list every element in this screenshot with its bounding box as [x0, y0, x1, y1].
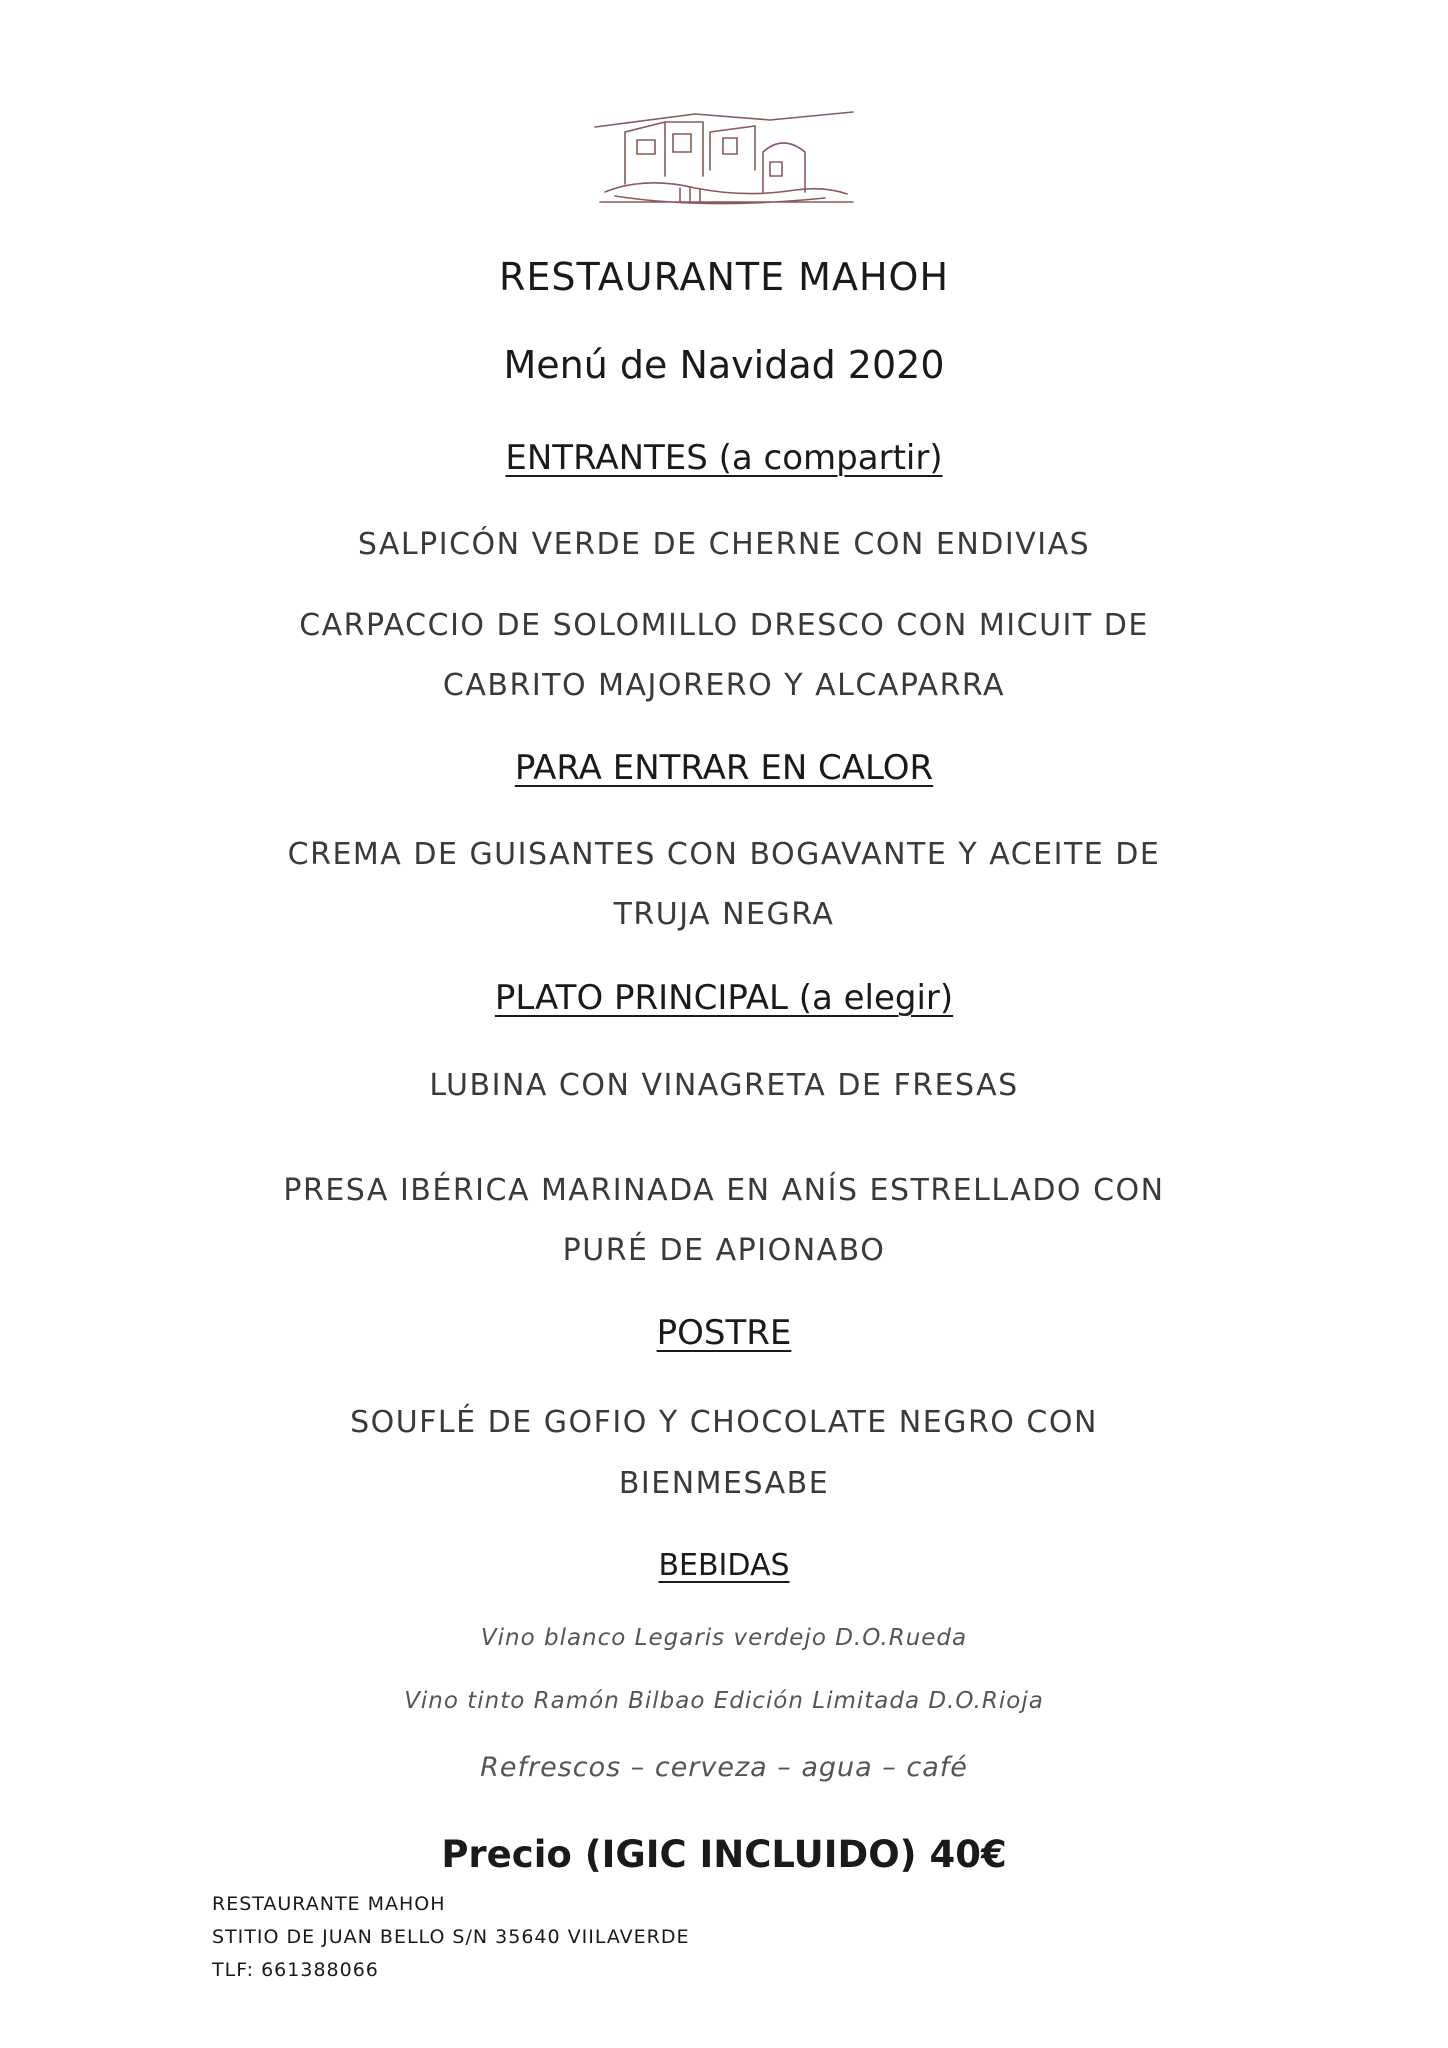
dish-item: TRUJA NEGRA — [613, 897, 835, 932]
footer-address: STITIO DE JUAN BELLO S/N 35640 VIILAVERDE — [212, 1926, 690, 1948]
section-heading-calor: PARA ENTRAR EN CALOR — [514, 748, 934, 788]
drink-item: Refrescos – cerveza – agua – café — [480, 1752, 968, 1783]
footer-phone: TLF: 661388066 — [212, 1959, 379, 1981]
drink-item: Vino blanco Legaris verdejo D.O.Rueda — [480, 1625, 968, 1651]
section-heading-entrantes: ENTRANTES (a compartir) — [505, 438, 943, 478]
dish-item: SALPICÓN VERDE DE CHERNE CON ENDIVIAS — [357, 527, 1091, 562]
menu-title: Menú de Navidad 2020 — [503, 343, 945, 387]
drink-item: Vino tinto Ramón Bilbao Edición Limitada D.O.Rioja — [404, 1688, 1044, 1714]
dish-item: PRESA IBÉRICA MARINADA EN ANÍS ESTRELLADO CON — [283, 1173, 1165, 1208]
house-sketch-icon — [585, 92, 860, 217]
section-heading-principal: PLATO PRINCIPAL (a elegir) — [494, 978, 954, 1018]
dish-item: CARPACCIO DE SOLOMILLO DRESCO CON MICUIT DE — [299, 608, 1149, 643]
footer-name: RESTAURANTE MAHOH — [212, 1893, 446, 1915]
dish-item: CREMA DE GUISANTES CON BOGAVANTE Y ACEITE DE — [287, 837, 1161, 872]
dish-item: BIENMESABE — [618, 1466, 830, 1501]
section-heading-postre: POSTRE — [656, 1313, 792, 1353]
dish-item: CABRITO MAJORERO Y ALCAPARRA — [442, 668, 1006, 703]
dish-item: LUBINA CON VINAGRETA DE FRESAS — [429, 1068, 1019, 1103]
dish-item: SOUFLÉ DE GOFIO Y CHOCOLATE NEGRO CON — [350, 1405, 1098, 1440]
restaurant-name: RESTAURANTE MAHOH — [498, 255, 950, 299]
price: Precio (IGIC INCLUIDO) 40€ — [441, 1833, 1007, 1876]
dish-item: PURÉ DE APIONABO — [562, 1233, 886, 1268]
section-heading-bebidas: BEBIDAS — [658, 1548, 790, 1583]
